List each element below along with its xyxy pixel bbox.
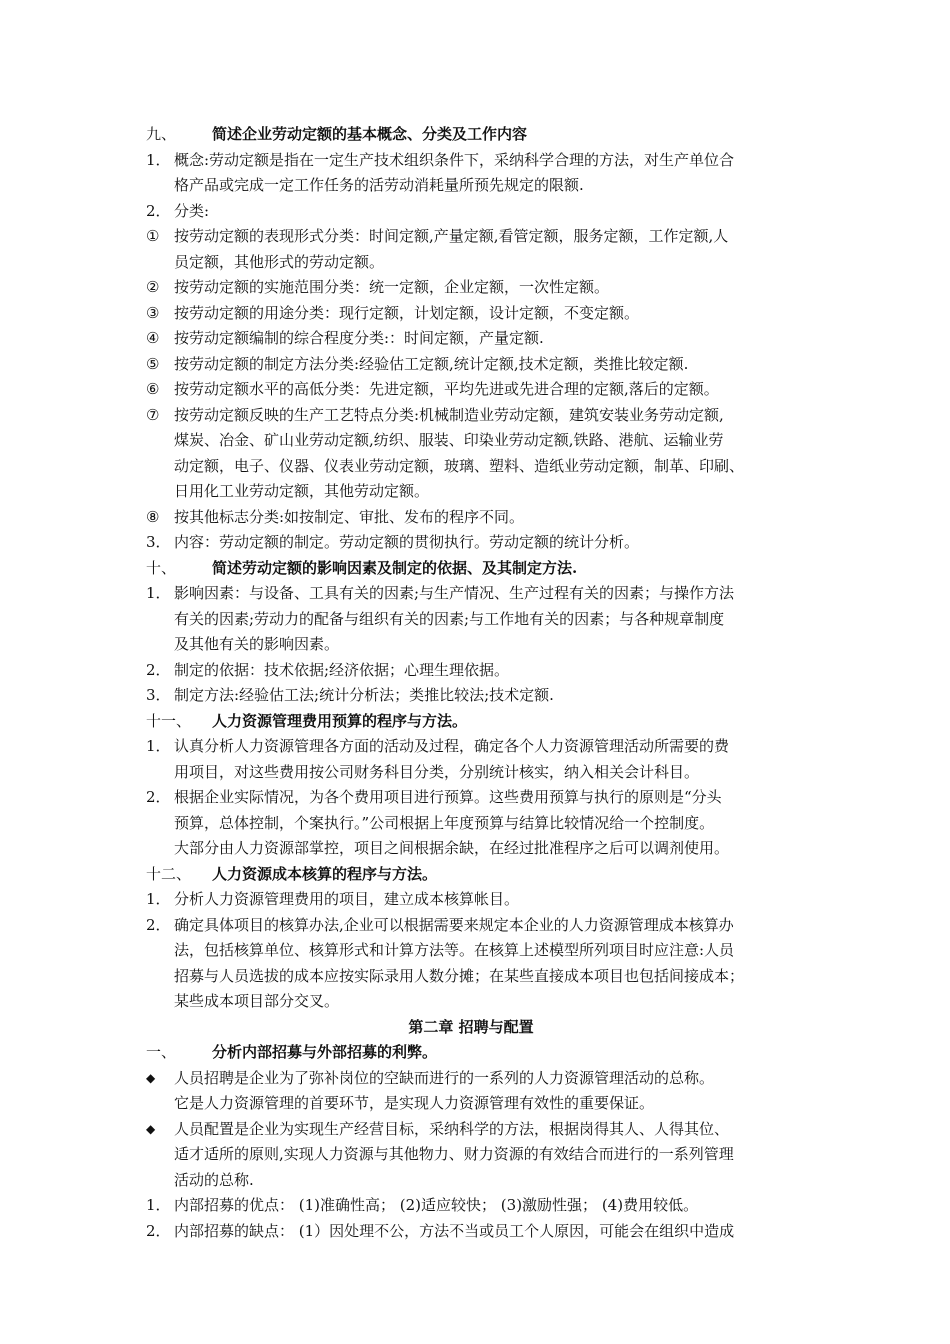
section-heading [0, 1040, 950, 1066]
list-item [0, 505, 950, 531]
section-number: 十二、 [146, 864, 192, 883]
item-text: 按劳动定额的表现形式分类：时间定额,产量定额,看管定额，服务定额，工作定额,人 [174, 227, 729, 245]
item-marker: 2． [146, 1221, 171, 1240]
item-marker: ⑤ [146, 354, 160, 373]
list-item [0, 275, 950, 301]
list-item [0, 913, 950, 939]
item-marker: ⑥ [146, 380, 160, 398]
list-item-continuation [0, 760, 950, 786]
list-item-continuation [0, 1142, 950, 1168]
list-item [0, 352, 950, 378]
section-heading [0, 862, 950, 888]
item-text: 法，包括核算单位、核算形式和计算方法等。在核算上述模型所列项目时应注意:人员 [174, 941, 735, 959]
section-heading [0, 709, 950, 735]
section-heading [0, 556, 950, 582]
item-text: 按劳动定额编制的综合程度分类:：时间定额，产量定额. [174, 329, 544, 347]
item-text: 内容：劳动定额的制定。劳动定额的贯彻执行。劳动定额的统计分析。 [174, 533, 640, 551]
list-item-continuation [0, 173, 950, 199]
section-number: 九、 [146, 125, 177, 143]
item-text: 有关的因素;劳动力的配备与组织有关的因素;与工作地有关的因素；与各种规章制度 [174, 609, 725, 628]
chapter-title [0, 1015, 950, 1041]
list-item [0, 1066, 950, 1092]
chapter-title-text: 第二章 招聘与配置 [408, 1017, 534, 1036]
item-marker: ⑦ [146, 405, 160, 424]
item-text: 根据企业实际情况，为各个费用项目进行预算。这些费用预算与执行的原则是“分头 [174, 788, 722, 806]
bullet-diamond-icon: ◆ [146, 1121, 156, 1136]
item-marker: ② [146, 278, 160, 296]
list-item [0, 1193, 950, 1219]
list-item [0, 734, 950, 760]
item-marker: 2． [146, 788, 171, 806]
item-marker: 2． [146, 660, 171, 679]
item-marker: ① [146, 227, 160, 245]
list-item-continuation [0, 938, 950, 964]
item-marker: 2． [146, 915, 171, 934]
list-item [0, 403, 950, 429]
list-item [0, 1219, 950, 1245]
item-marker: ③ [146, 303, 160, 322]
item-text: 员定额，其他形式的劳动定额。 [174, 252, 385, 271]
list-item-continuation [0, 632, 950, 658]
list-item [0, 377, 950, 403]
item-text: 它是人力资源管理的首要环节，是实现人力资源管理有效性的重要保证。 [174, 1094, 655, 1112]
item-text: 及其他有关的影响因素。 [174, 635, 340, 653]
item-text: 人员配置是企业为实现生产经营目标，采纳科学的方法，根据岗得其人、人得其位、 [174, 1119, 730, 1138]
list-item [0, 683, 950, 709]
item-text: 概念:劳动定额是指在一定生产技术组织条件下，采纳科学合理的方法，对生产单位合 [174, 150, 735, 169]
list-item [0, 301, 950, 327]
item-text: 按其他标志分类:如按制定、审批、发布的程序不同。 [174, 507, 525, 526]
list-item [0, 887, 950, 913]
list-item [0, 224, 950, 250]
list-item [0, 785, 950, 811]
item-text: 分析人力资源管理费用的项目，建立成本核算帐目。 [174, 890, 520, 908]
item-text: 动定额，电子、仪器、仪表业劳动定额，玻璃、塑料、造纸业劳动定额，制革、印刷、 [174, 456, 745, 475]
item-text: 确定具体项目的核算办法,企业可以根据需要来规定本企业的人力资源管理成本核算办 [174, 915, 734, 934]
section-number: 一、 [146, 1043, 177, 1061]
item-text: 分类: [174, 201, 210, 220]
item-text: 按劳动定额的用途分类：现行定额，计划定额，设计定额，不变定额。 [174, 303, 640, 322]
item-text: 招募与人员选拔的成本应按实际录用人数分摊；在某些直接成本项目也包括间接成本； [174, 966, 745, 985]
item-text: 日用化工业劳动定额，其他劳动定额。 [174, 482, 430, 500]
item-text: 制定的依据：技术依据;经济依据；心理生理依据。 [174, 660, 510, 679]
item-marker: 1． [146, 890, 171, 908]
list-item-continuation [0, 428, 950, 454]
item-text: 按劳动定额反映的生产工艺特点分类:机械制造业劳动定额，建筑安装业务劳动定额, [174, 405, 724, 424]
item-marker: 1． [146, 150, 171, 169]
item-text: 按劳动定额水平的高低分类：先进定额，平均先进或先进合理的定额,落后的定额。 [174, 380, 719, 398]
item-text: 预算，总体控制，个案执行。”公司根据上年度预算与结算比较情况给一个控制度。 [174, 813, 715, 832]
list-item-continuation [0, 607, 950, 633]
section-number: 十一、 [146, 711, 192, 730]
list-item-continuation [0, 1168, 950, 1194]
item-marker: 1． [146, 737, 171, 755]
item-text: 内部招募的优点： (1)准确性高； (2)适应较快； (3)激励性强； (4)费用较低。 [174, 1196, 699, 1214]
item-text: 认真分析人力资源管理各方面的活动及过程，确定各个人力资源管理活动所需要的费 [174, 737, 730, 755]
list-item-continuation [0, 989, 950, 1015]
item-marker: ④ [146, 329, 160, 347]
bullet-diamond-icon: ◆ [146, 1070, 156, 1085]
item-text: 某些成本项目部分交叉。 [174, 992, 340, 1010]
section-title: 简述劳动定额的影响因素及制定的依据、及其制定方法. [212, 558, 578, 577]
list-item [0, 530, 950, 556]
item-text: 用项目，对这些费用按公司财务科目分类，分别统计核实，纳入相关会计科目。 [174, 762, 700, 781]
item-text: 格产品或完成一定工作任务的活劳动消耗量所预先规定的限额. [174, 176, 584, 194]
section-heading [0, 122, 950, 148]
list-item [0, 326, 950, 352]
item-text: 人员招聘是企业为了弥补岗位的空缺而进行的一系列的人力资源管理活动的总称。 [174, 1068, 715, 1087]
list-item [0, 581, 950, 607]
section-title: 人力资源成本核算的程序与方法。 [212, 864, 438, 883]
section-number: 十、 [146, 558, 177, 577]
item-text: 内部招募的缺点： (1）因处理不公，方法不当或员工个人原因，可能会在组织中造成 [174, 1221, 735, 1240]
list-item-continuation [0, 1091, 950, 1117]
item-text: 大部分由人力资源部掌控，项目之间根据余缺，在经过批准程序之后可以调剂使用。 [174, 839, 730, 857]
list-item [0, 148, 950, 174]
item-text: 适才适所的原则,实现人力资源与其他物力、财力资源的有效结合而进行的一系列管理 [174, 1145, 734, 1163]
section-title: 分析内部招募与外部招募的利弊。 [212, 1043, 438, 1061]
document-page [0, 122, 950, 1244]
item-marker: ⑧ [146, 507, 160, 526]
section-title: 人力资源管理费用预算的程序与方法。 [212, 711, 468, 730]
item-text: 煤炭、冶金、矿山业劳动定额,纺织、服装、印染业劳动定额,铁路、港航、运输业劳 [174, 431, 724, 449]
list-item [0, 658, 950, 684]
list-item-continuation [0, 836, 950, 862]
list-item-continuation [0, 811, 950, 837]
item-text: 影响因素：与设备、工具有关的因素;与生产情况、生产过程有关的因素；与操作方法 [174, 584, 735, 602]
item-marker: 3． [146, 686, 171, 704]
item-text: 按劳动定额的制定方法分类:经验估工定额,统计定额,技术定额，类推比较定额. [174, 354, 689, 373]
item-marker: 1． [146, 1196, 171, 1214]
list-item [0, 1117, 950, 1143]
item-text: 按劳动定额的实施范围分类：统一定额，企业定额，一次性定额。 [174, 278, 610, 296]
list-item-continuation [0, 250, 950, 276]
list-item-continuation [0, 964, 950, 990]
item-text: 活动的总称. [174, 1170, 254, 1189]
item-marker: 3． [146, 533, 171, 551]
list-item-continuation [0, 479, 950, 505]
list-item [0, 199, 950, 225]
item-marker: 1． [146, 584, 171, 602]
list-item-continuation [0, 454, 950, 480]
item-text: 制定方法:经验估工法;统计分析法；类推比较法;技术定额. [174, 686, 554, 704]
item-marker: 2． [146, 201, 171, 220]
section-title: 简述企业劳动定额的基本概念、分类及工作内容 [212, 125, 528, 143]
